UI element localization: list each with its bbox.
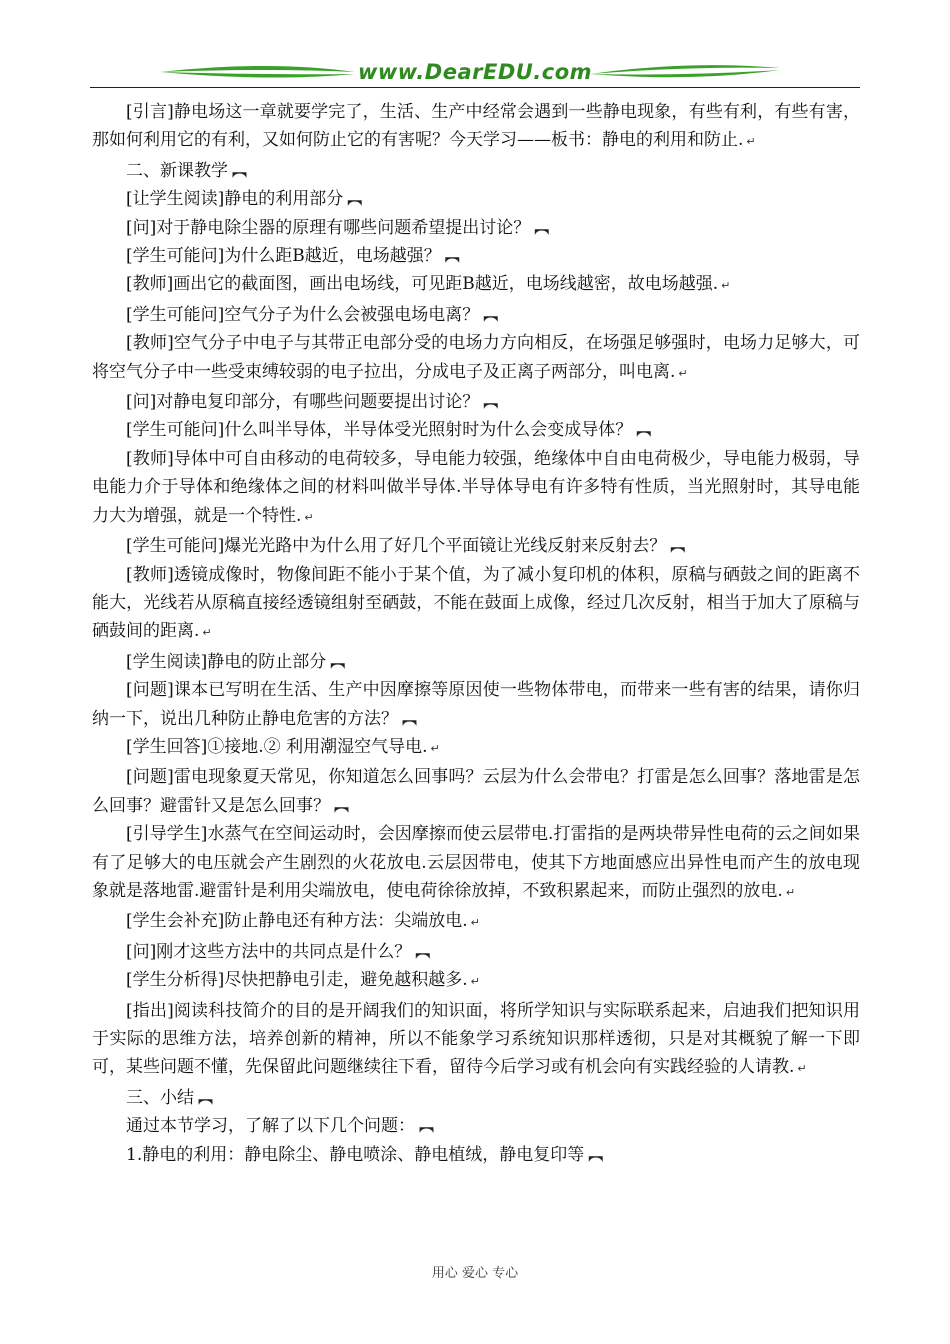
paragraph-text: [学生可能问]为什么距B越近，电场越强？ bbox=[126, 246, 441, 267]
paragraph bbox=[92, 938, 860, 966]
paragraph bbox=[92, 907, 860, 937]
line-break-mark-icon: ︻ bbox=[419, 1117, 434, 1136]
paragraph-text: [学生阅读]静电的防止部分 bbox=[126, 651, 327, 672]
paragraph-text: [问]刚才这些方法中的共同点是什么？ bbox=[126, 941, 412, 962]
paragraph-text: [引言]静电场这一章就要学完了，生活、生产中经常会遇到一些静电现象，有些有利，有些有害，那如何利用它的有利，又如何防止它的有害呢？今天学习——板书：静电的利用和防止. bbox=[92, 102, 860, 151]
paragraph bbox=[92, 676, 860, 733]
paragraph-mark-icon: ↵ bbox=[470, 916, 480, 930]
paragraph-text: [学生可能问]空气分子为什么会被强电场电离？ bbox=[126, 304, 480, 325]
paragraph-text: [教师]透镜成像时，物像间距不能小于某个值，为了减小复印机的体积，原稿与硒鼓之间的距离不能大，光线若从原稿直接经透镜组射至硒鼓，不能在鼓面上成像，经过几次反射，相当于加大了原稿与硒鼓间的距离. bbox=[92, 564, 860, 642]
paragraph-mark-icon: ↵ bbox=[430, 741, 440, 755]
paragraph-text: [学生回答]①接地.② 利用潮湿空气导电. bbox=[126, 736, 428, 757]
paragraph-text: [学生可能问]什么叫半导体，半导体受光照射时为什么会变成导体？ bbox=[126, 420, 633, 441]
paragraph-text: [教师]画出它的截面图，画出电场线，可见距B越近，电场线越密，故电场越强. bbox=[126, 274, 719, 295]
line-break-mark-icon: ︻ bbox=[588, 1145, 603, 1164]
paragraph bbox=[92, 388, 860, 416]
line-break-mark-icon: ︻ bbox=[402, 709, 417, 728]
paragraph bbox=[92, 966, 860, 996]
paragraph bbox=[92, 301, 860, 329]
paragraph bbox=[92, 1141, 860, 1169]
paragraph bbox=[92, 214, 860, 242]
paragraph-text: [问题]雷电现象夏天常见，你知道怎么回事吗？云层为什么会带电？打雷是怎么回事？落地雷是怎么回事？避雷针又是怎么回事？ bbox=[92, 767, 860, 816]
site-brand: www.DearEDU.com bbox=[357, 60, 593, 84]
paragraph bbox=[92, 532, 860, 560]
paragraph-text: 二、新课教学 bbox=[126, 160, 228, 181]
paragraph-text: 通过本节学习，了解了以下几个问题： bbox=[126, 1116, 415, 1137]
paragraph-text: 1.静电的利用：静电除尘、静电喷涂、静电植绒，静电复印等 bbox=[126, 1144, 585, 1165]
paragraph-text: [问题]课本已写明在生活、生产中因摩擦等原因使一些物体带电，而带来一些有害的结果，请你归纳一下，说出几种防止静电危害的方法？ bbox=[92, 680, 860, 729]
paragraph-mark-icon: ↵ bbox=[678, 366, 688, 380]
line-break-mark-icon: ︻ bbox=[483, 305, 498, 324]
paragraph bbox=[92, 997, 860, 1084]
paragraph-text: [让学生阅读]静电的利用部分 bbox=[126, 189, 344, 210]
paragraph-text: [引导学生]水蒸气在空间运动时，会因摩擦而使云层带电.打雷指的是两块带异性电荷的云之间如果有了足够大的电压就会产生剧烈的火花放电.云层因带电，使其下方地面感应出异性电而产生的放电现象就是落地雷.避雷针是利用尖端放电，使电荷徐徐放掉，不致积累起来，而防止强烈的放电. bbox=[92, 824, 860, 901]
paragraph-text: [指出]阅读科技简介的目的是开阔我们的知识面，将所学知识与实际联系起来，启迪我们把知识用于实际的思维方法，培养创新的精神，所以不能象学习系统知识那样透彻，只是对其概貌了解一下即可，某些问题不懂，先保留此问题继续往下看，留待今后学习或有机会向有实践经验的人请教. bbox=[92, 1000, 860, 1078]
paragraph-mark-icon: ↵ bbox=[304, 510, 314, 524]
paragraph-mark-icon: ↵ bbox=[746, 135, 756, 149]
paragraph bbox=[92, 98, 860, 157]
paragraph bbox=[92, 185, 860, 213]
line-break-mark-icon: ︻ bbox=[636, 421, 651, 440]
paragraph-mark-icon: ↵ bbox=[721, 279, 731, 293]
paragraph bbox=[92, 820, 860, 907]
paragraph bbox=[92, 1084, 860, 1112]
document-body bbox=[92, 98, 860, 1169]
paragraph-text: [问]对于静电除尘器的原理有哪些问题希望提出讨论？ bbox=[126, 217, 531, 238]
paragraph-text: [学生可能问]爆光光路中为什么用了好几个平面镜让光线反射来反射去？ bbox=[126, 536, 667, 557]
line-break-mark-icon: ︻ bbox=[330, 652, 345, 671]
paragraph-mark-icon: ↵ bbox=[797, 1062, 807, 1076]
paragraph-text: 三、小结 bbox=[126, 1087, 194, 1108]
paragraph bbox=[92, 270, 860, 300]
paragraph-mark-icon: ↵ bbox=[202, 626, 212, 640]
paragraph bbox=[92, 561, 860, 648]
paragraph bbox=[92, 329, 860, 388]
paragraph bbox=[92, 1112, 860, 1140]
paragraph-text: [问]对静电复印部分，有哪些问题要提出讨论？ bbox=[126, 392, 480, 413]
line-break-mark-icon: ︻ bbox=[347, 190, 362, 209]
line-break-mark-icon: ︻ bbox=[198, 1088, 213, 1107]
line-break-mark-icon: ︻ bbox=[670, 537, 685, 556]
paragraph bbox=[92, 157, 860, 185]
paragraph bbox=[92, 445, 860, 532]
paragraph bbox=[92, 648, 860, 676]
page-header bbox=[90, 58, 860, 90]
paragraph-mark-icon: ↵ bbox=[785, 885, 796, 899]
paragraph-text: [学生会补充]防止静电还有种方法：尖端放电. bbox=[126, 911, 468, 932]
paragraph-mark-icon: ↵ bbox=[470, 975, 480, 989]
line-break-mark-icon: ︻ bbox=[232, 161, 247, 180]
paragraph-text: [教师]空气分子中电子与其带正电部分受的电场力方向相反，在场强足够强时，电场力足够大，可将空气分子中一些受束缚较弱的电子拉出，分成电子及正离子两部分，叫电离. bbox=[92, 333, 860, 382]
page-footer: 用心 爱心 专心 bbox=[431, 1266, 519, 1281]
line-break-mark-icon: ︻ bbox=[534, 218, 549, 237]
paragraph-text: [学生分析得]尽快把静电引走，避免越积越多. bbox=[126, 970, 468, 991]
line-break-mark-icon: ︻ bbox=[415, 942, 430, 961]
line-break-mark-icon: ︻ bbox=[444, 247, 459, 266]
header-rule bbox=[90, 87, 860, 88]
paragraph-text: [教师]导体中可自由移动的电荷较多，导电能力较强，绝缘体中自由电荷极少，导电能力极弱，导电能力介于导体和绝缘体之间的材料叫做半导体.半导体导电有许多特有性质，当光照射时，其导电能力大为增强，就是一个特性. bbox=[92, 448, 860, 526]
paragraph bbox=[92, 242, 860, 270]
line-break-mark-icon: ︻ bbox=[334, 796, 349, 815]
paragraph bbox=[92, 763, 860, 820]
paragraph bbox=[92, 416, 860, 444]
paragraph bbox=[92, 733, 860, 763]
line-break-mark-icon: ︻ bbox=[483, 393, 498, 412]
